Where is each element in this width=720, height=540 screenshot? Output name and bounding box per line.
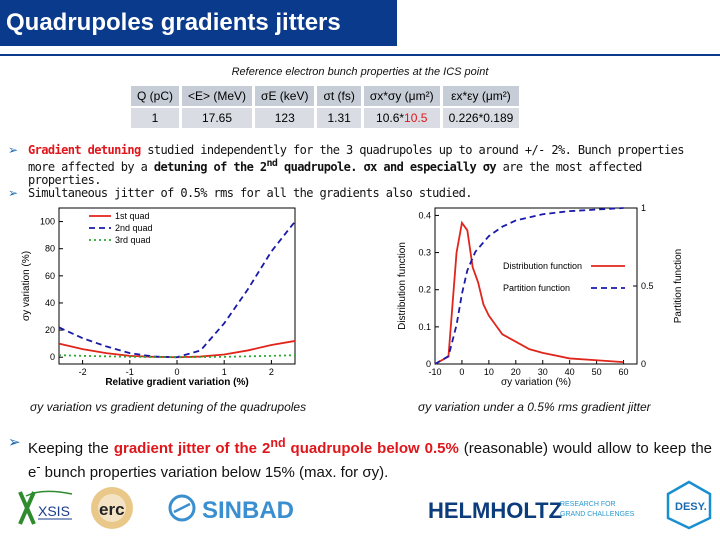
conclusion-highlight: gradient jitter of the 2 [113,440,271,457]
gradient-detuning-chart [17,200,307,390]
y-tick-label: 100 [39,216,55,227]
bullet-arrow-icon: ➢ [8,434,21,451]
value-cell-sigma [364,108,440,128]
value-cell: 1.31 [317,108,360,128]
conclusion-bullet [8,434,712,482]
helmholtz-tagline-2: GRAND CHALLENGES [560,511,635,518]
y-tick-label: 20 [44,325,55,336]
helmholtz-tagline-1: RESEARCH FOR [560,501,616,508]
table-header-row [131,86,519,106]
erc-text: erc [99,500,125,519]
x-axis-label: σy variation (%) [500,377,572,388]
bullet-list [8,144,712,200]
bullet-sup: nd [266,158,278,169]
title-rule [0,54,720,56]
y-tick-label: 0 [425,359,431,369]
erc-logo [88,484,138,532]
conclusion-highlight-2: quadrupole below 0.5% [285,440,459,457]
sinbad-text: SINBAD [202,497,295,524]
plot-frame [59,208,295,364]
y-tick-label: 0.2 [418,284,431,295]
x-tick-label: 1 [221,367,227,377]
header-cell: σt (fs) [317,86,360,106]
desy-text: DESY. [675,501,707,513]
header-cell: <E> (MeV) [182,86,252,106]
left-chart-caption: σy variation vs gradient detuning of the quadrupoles [30,400,307,414]
bullet-bold-2: quadrupole. σx and especially σy [277,160,496,174]
value-sigma-y: 10.5 [404,111,428,125]
bullet-item [8,144,712,187]
legend-label: 2nd quad [115,223,153,233]
x-tick-label: 0 [459,367,465,377]
sinbad-logo [168,490,308,526]
x-tick-label: 2 [268,367,274,377]
conclusion-sup: nd [270,436,286,450]
y-tick-label: 80 [44,243,55,254]
legend-label: Distribution function [503,261,583,271]
series-line [59,222,295,358]
electron-sup: - [36,460,41,474]
y-tick-label: 40 [44,297,55,308]
y-tick-label: 0.1 [418,321,431,332]
y2-tick-label: 0 [641,359,647,369]
series-line [59,341,295,357]
value-cell: 17.65 [182,108,252,128]
x-axis-label: Relative gradient variation (%) [105,377,249,388]
y-tick-label: 60 [44,270,55,281]
value-cell: 0.226*0.189 [443,108,520,128]
legend-label: 1st quad [115,211,150,221]
y2-axis-label: Partition function [673,248,684,324]
desy-logo [664,480,714,530]
value-cell: 1 [131,108,179,128]
conclusion-text: Keeping the [28,440,114,457]
bullet-item [8,187,712,200]
bullet-text: Simultaneous jitter of 0.5% rms for all the gradients also studied. [28,186,472,200]
conclusion-text-3: bunch properties variation below 15% (max. for σy). [40,464,389,481]
legend-label: 3rd quad [115,235,151,245]
x-tick-label: 30 [537,367,548,377]
helmholtz-logo [428,494,648,526]
series-line [435,223,624,364]
x-tick-label: -2 [78,367,87,377]
xsis-text: XSIS [38,503,70,519]
bullet-text: studied independently for the 3 quadrupoles up to around +/- 2%. Bunch properties more affected by a [28,143,684,174]
y-tick-label: 0.3 [418,247,431,258]
bullet-arrow-icon: ➢ [8,143,18,157]
y-axis-label: σy variation (%) [21,250,32,322]
title-bar [0,0,397,46]
x-tick-label: 40 [564,367,575,377]
x-tick-label: 0 [174,367,180,377]
header-cell: Q (pC) [131,86,179,106]
table-value-row [131,108,519,128]
xsis-logo [12,486,82,530]
x-tick-label: -1 [125,367,134,377]
table-caption: Reference electron bunch properties at the ICS point [231,66,489,78]
conclusion-text-2: (reasonable) would allow to keep the e [28,440,713,481]
bullet-bold: detuning of the 2 [153,160,267,174]
slide-title: Quadrupoles gradients jitters [6,9,341,36]
header-cell: σx*σy (μm²) [364,86,440,106]
value-sigma-x: 10.6* [376,111,405,125]
properties-table [128,84,522,130]
x-tick-label: -10 [428,367,442,377]
y-tick-label: 0 [49,352,55,363]
y2-tick-label: 1 [641,203,647,213]
y2-tick-label: 0.5 [641,281,654,291]
bullet-arrow-icon: ➢ [8,186,18,200]
x-tick-label: 10 [483,367,494,377]
y-axis-label: Distribution function [397,242,408,330]
gradient-jitter-chart [393,200,693,390]
legend-label: Partition function [503,283,571,293]
right-chart-caption: σy variation under a 0.5% rms gradient jitter [418,400,651,414]
x-tick-label: 60 [618,367,629,377]
bullet-text-end: are the most affected properties. [28,160,642,187]
helmholtz-text: HELMHOLTZ [428,498,563,523]
header-cell: εx*εy (μm²) [443,86,520,106]
bullet-highlight: Gradient detuning [28,143,141,157]
y-tick-label: 0.4 [418,210,431,221]
header-cell: σE (keV) [255,86,314,106]
x-tick-label: 20 [510,367,521,377]
value-cell: 123 [255,108,314,128]
x-tick-label: 50 [591,367,602,377]
